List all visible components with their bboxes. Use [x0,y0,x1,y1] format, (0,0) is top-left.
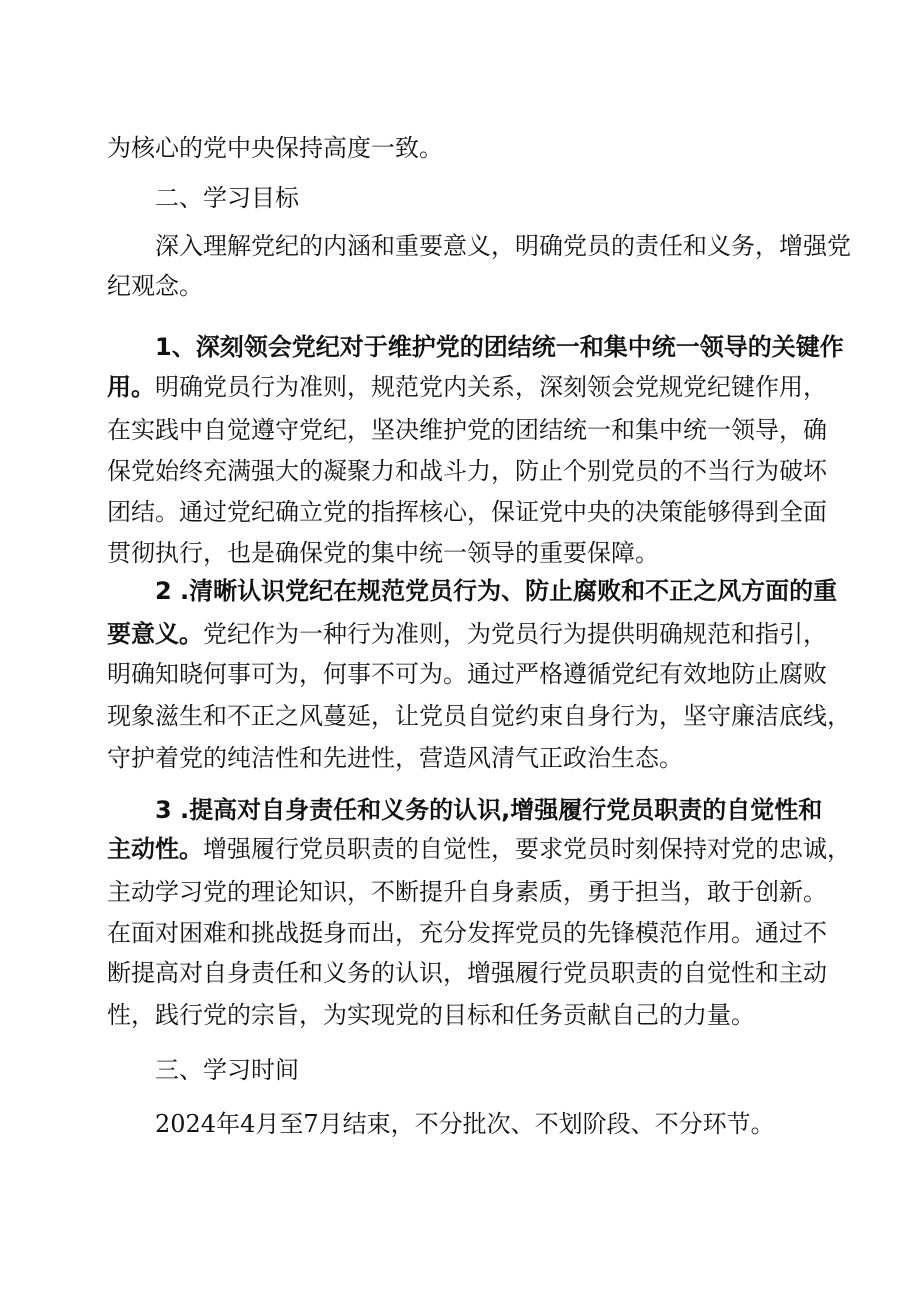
item1-line: 保党始终充满强大的凝聚力和战斗力，防止个别党员的不当行为破坏 [107,457,827,485]
item1-line: 团结。通过党纪确立党的指挥核心，保证党中央的决策能够得到全面 [107,498,827,526]
item2-heading: 2 .清晰认识党纪在规范党员行为、防止腐败和不正之风方面的重 [155,577,838,605]
section2-para-line: 深入理解党纪的内涵和重要意义，明确党员的责任和义务，增强党 [155,232,851,260]
item1-heading: 1、深刻领会党纪对于维护党的团结统一和集中统一领导的关键作 [155,333,844,361]
item3-line: 性，践行党的宗旨，为实现党的目标和任务贡献自己的力量。 [107,1001,755,1029]
item1-line [107,367,827,407]
item1-line: 在实践中自觉遵守党纪，坚决维护党的团结统一和集中统一领导，确 [107,416,827,444]
item3-line: 在面对困难和挑战挺身而出，充分发挥党员的先锋模范作用。通过不 [107,919,827,947]
item2-text: 党纪作为一种行为准则，为党员行为提供明确规范和指引， [203,620,827,648]
item2-line [107,614,827,654]
item1-text: 明确党员行为准则，规范党内关系，深刻领会党规党纪键作用， [155,373,827,401]
item3-line: 断提高对自身责任和义务的认识，增强履行党员职责的自觉性和主动 [107,959,827,987]
item2-line: 守护着党的纯洁性和先进性，营造风清气正政治生态。 [107,744,683,772]
item1-line: 贯彻执行，也是确保党的集中统一领导的重要保障。 [107,539,659,567]
item3-heading-end: 主动性。 [107,835,203,863]
section3-title: 三、学习时间 [155,1056,299,1084]
section2-title: 二、学习目标 [155,184,299,212]
item2-line: 现象滋生和不正之风蔓延，让党员自觉约束自身行为，坚守廉洁底线， [107,702,851,730]
item3-line [107,829,851,869]
item3-text: 增强履行党员职责的自觉性，要求党员时刻保持对党的忠诚， [203,835,851,863]
item3-line: 主动学习党的理论知识，不断提升自身素质，勇于担当，敢于创新。 [107,878,827,906]
section2-para-line: 纪观念。 [107,272,203,300]
section3-para: 2024年4月至7月结束，不分批次、不划阶段、不分环节。 [155,1110,775,1138]
item2-line: 明确知晓何事可为，何事不可为。通过严格遵循党纪有效地防止腐败 [107,660,827,688]
item1-heading-end: 用。 [107,373,155,401]
item2-heading-end: 要意义。 [107,620,203,648]
intro-line: 为核心的党中央保持高度一致。 [107,134,443,162]
item3-heading: 3 .提高对自身责任和义务的认识,增强履行党员职责的自觉性和 [155,796,823,824]
